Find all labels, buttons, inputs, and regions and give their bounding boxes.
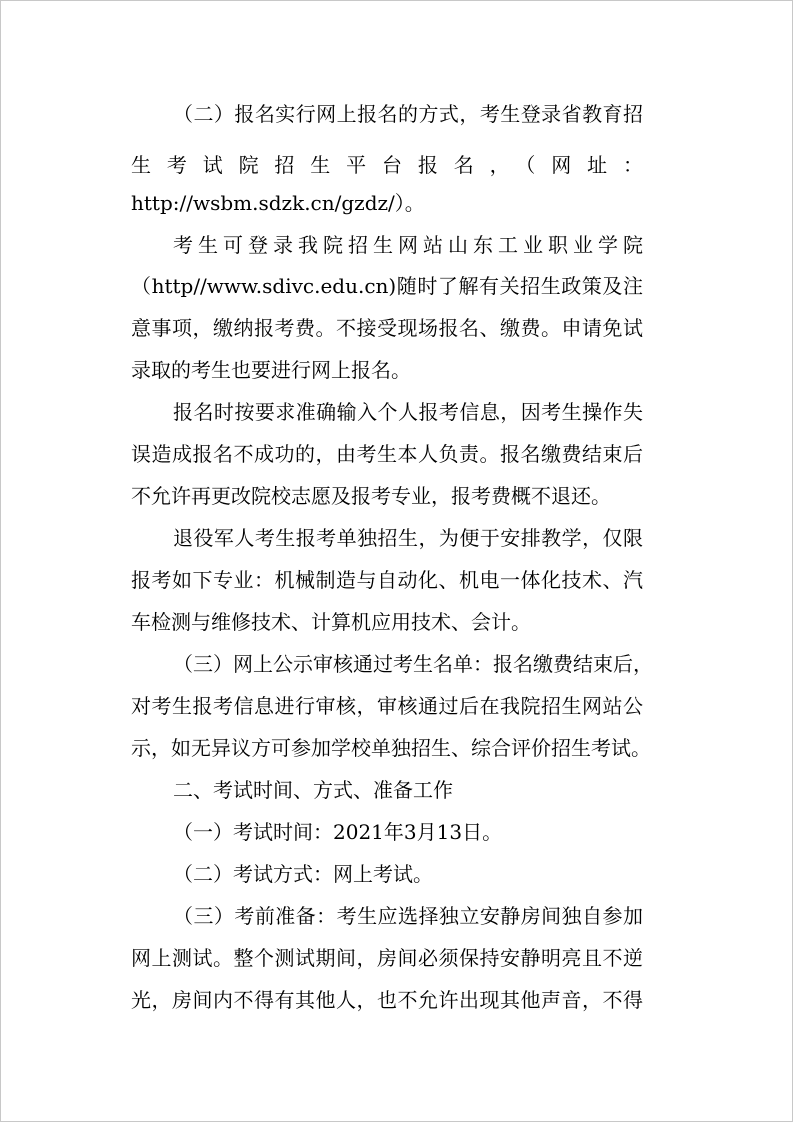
text-line: 报考如下专业：机械制造与自动化、机电一体化技术、汽: [131, 568, 643, 592]
text-line: 误造成报名不成功的，由考生本人负责。报名缴费结束后: [131, 442, 643, 466]
text-line: （三）考前准备：考生应选择独立安静房间独自参加: [173, 904, 643, 928]
text-line: 对考生报考信息进行审核，审核通过后在我院招生网站公: [131, 694, 643, 718]
text-line: http://wsbm.sdzk.cn/gzdz/）。: [131, 191, 425, 215]
text-line: 车检测与维修技术、计算机应用技术、会计。: [131, 610, 531, 634]
text-line: （http//www.sdivc.edu.cn)随时了解有关招生政策及注: [131, 274, 643, 298]
text-line: 录取的考生也要进行网上报名。: [131, 358, 411, 382]
text-line: 意事项，缴纳报考费。不接受现场报名、缴费。申请免试: [131, 316, 643, 340]
text-line: 生考试院招生平台报名，（网址：: [131, 153, 643, 177]
text-line: （三）网上公示审核通过考生名单：报名缴费结束后，: [173, 652, 653, 676]
text-line: 示，如无异议方可参加学校单独招生、综合评价招生考试。: [131, 736, 651, 760]
text-line: 考生可登录我院招生网站山东工业职业学院: [173, 233, 643, 257]
text-line: 退役军人考生报考单独招生，为便于安排教学，仅限: [173, 526, 643, 550]
text-line: （二）报名实行网上报名的方式，考生登录省教育招: [173, 102, 643, 126]
text-line: （二）考试方式：网上考试。: [173, 862, 433, 886]
text-line: 光，房间内不得有其他人，也不允许出现其他声音，不得: [131, 988, 643, 1012]
text-line: （一）考试时间：2021年3月13日。: [173, 820, 503, 844]
section-heading: 二、考试时间、方式、准备工作: [173, 778, 453, 802]
text-line: 网上测试。整个测试期间，房间必须保持安静明亮且不逆: [131, 946, 643, 970]
text-line: 不允许再更改院校志愿及报考专业，报考费概不退还。: [131, 484, 611, 508]
text-line: 报名时按要求准确输入个人报考信息，因考生操作失: [173, 400, 643, 424]
